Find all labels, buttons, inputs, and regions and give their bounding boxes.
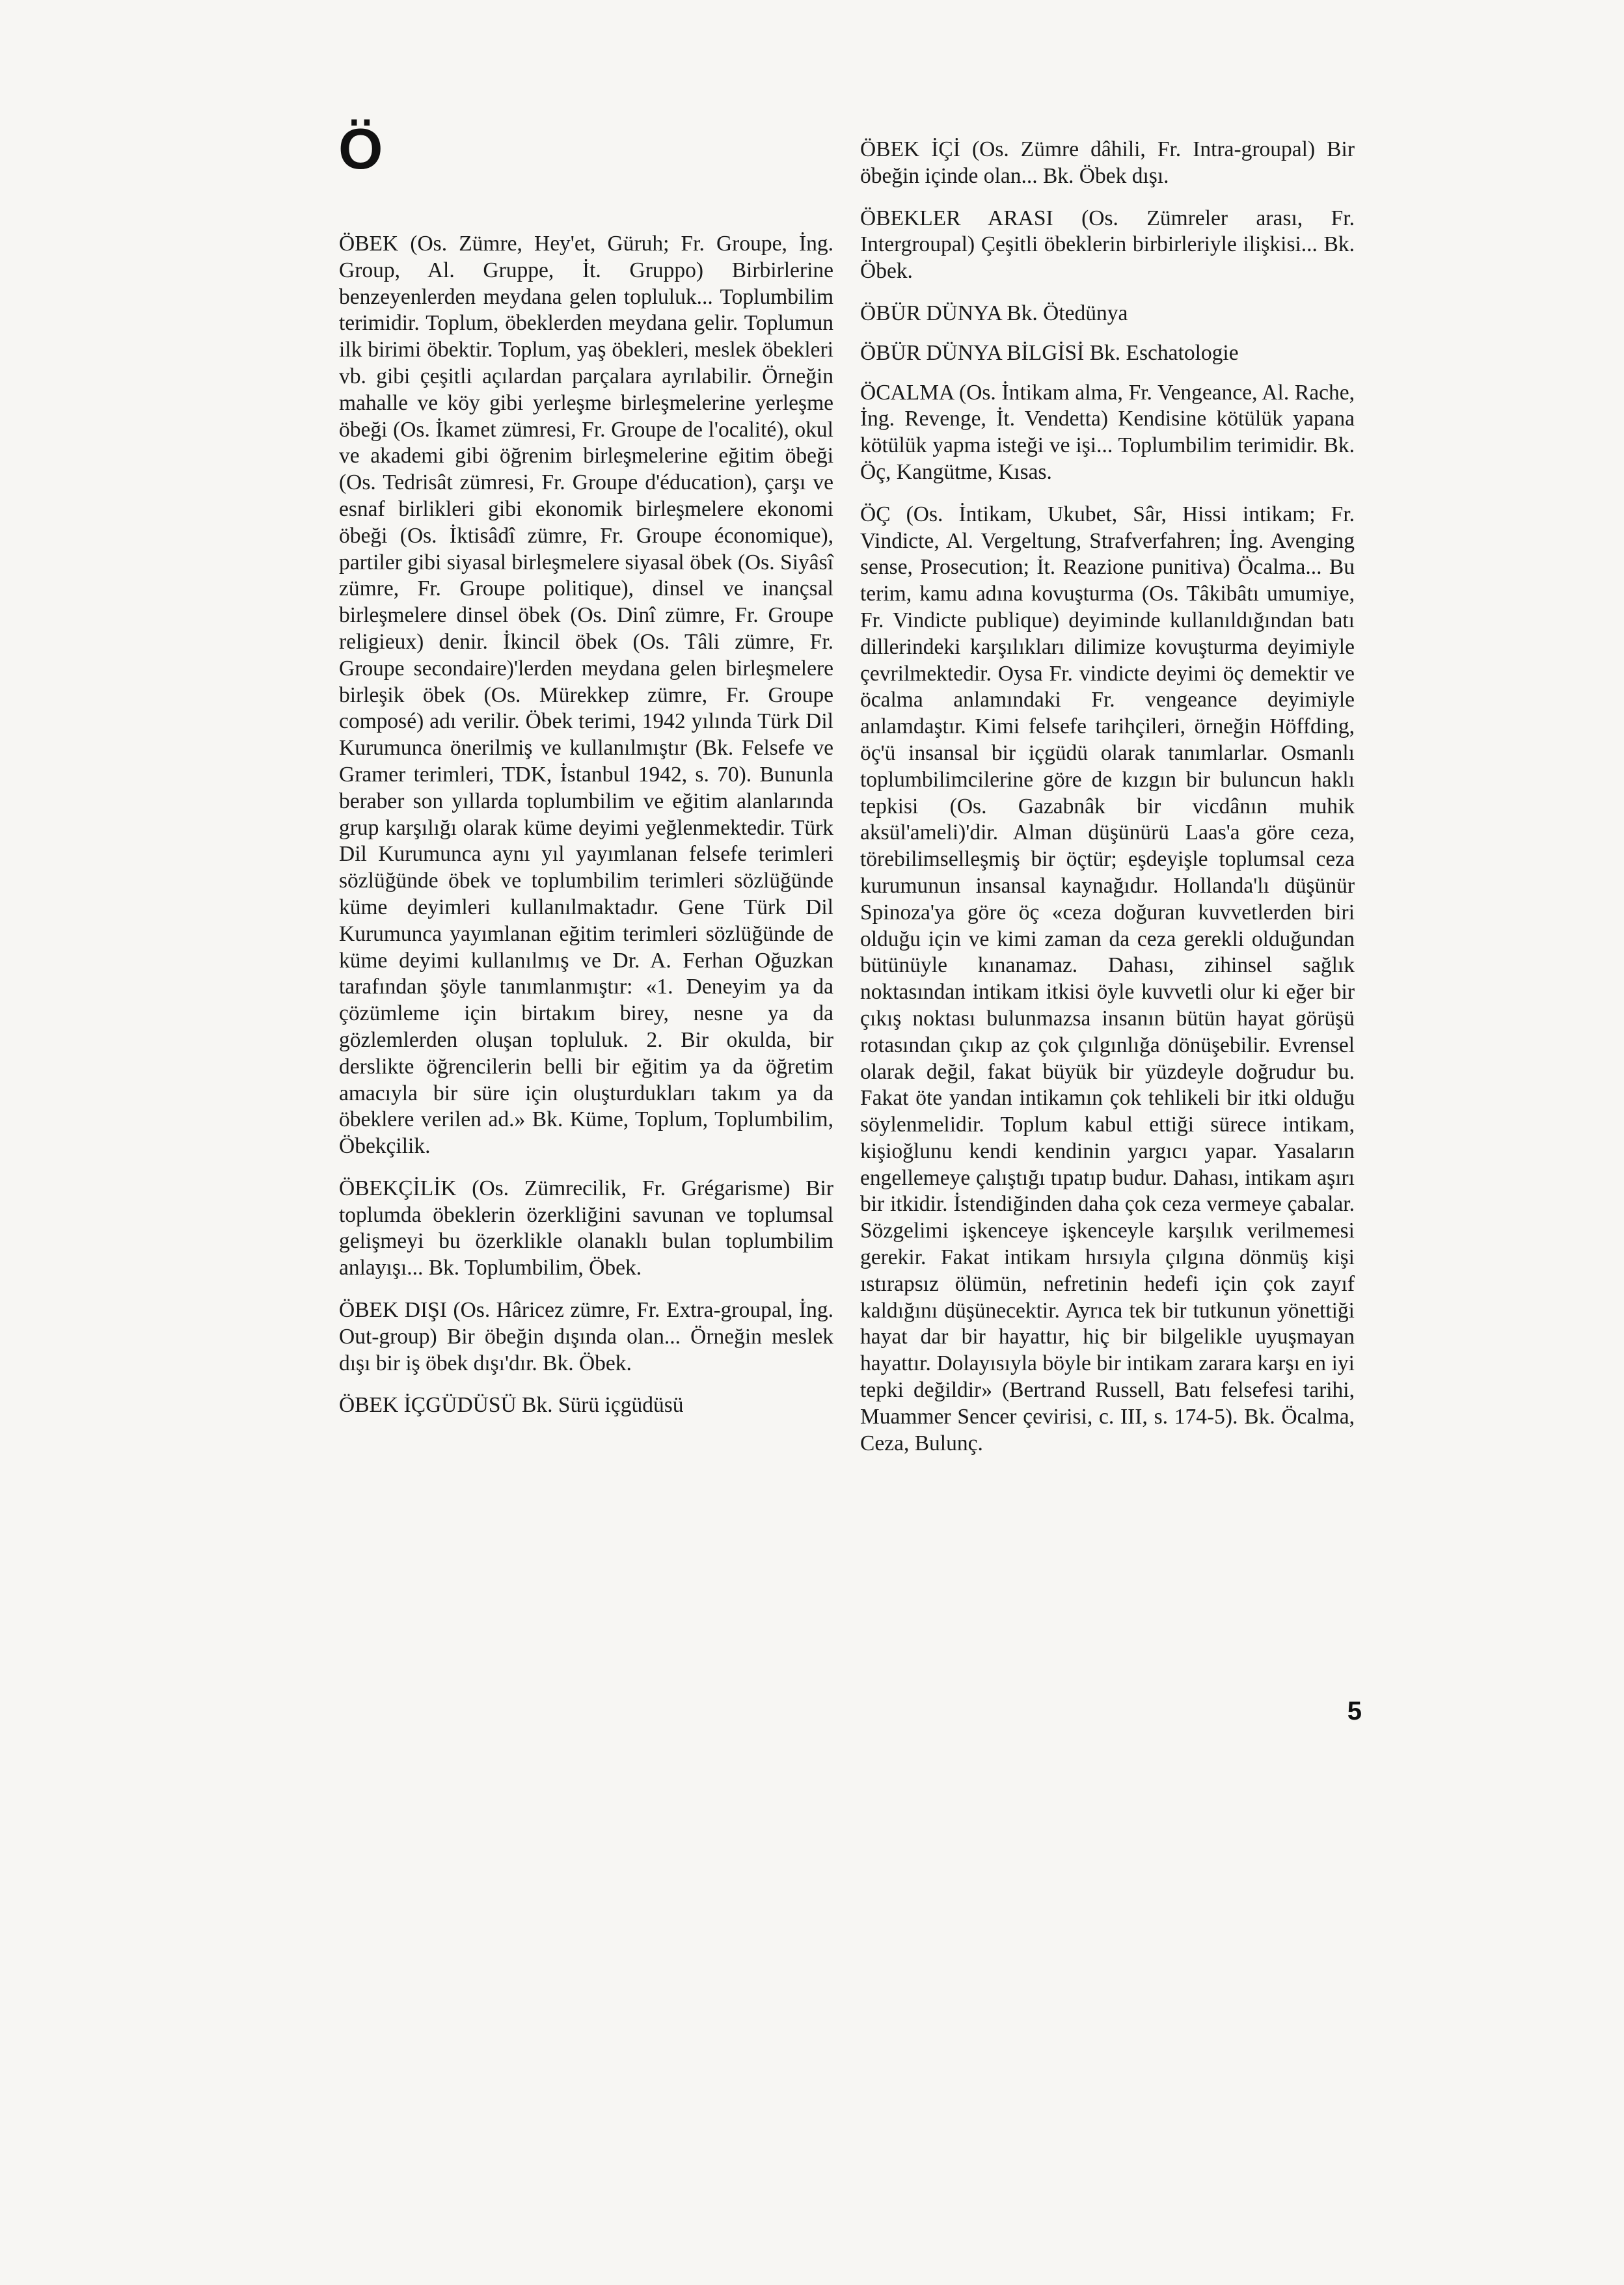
entry-obur-dunya-bilgisi: ÖBÜR DÜNYA BİLGİSİ Bk. Eschatologie [860, 340, 1239, 365]
entry-obekcilik: ÖBEKÇİLİK (Os. Zümrecilik, Fr. Grégarisme) Bir toplumda öbeklerin özerkliğini savunan ve toplumsal gelişmeyi bu özerklikle olanaklı bulan toplumbilim anlayışı... Bk. Toplumbilim, Öbek. [339, 1176, 833, 1280]
section-letter: Ö [338, 116, 383, 181]
entry-obekler-arasi: ÖBEKLER ARASI (Os. Zümreler arası, Fr. Intergroupal) Çeşitli öbeklerin birbirleriyle ilişkisi... Bk. Öbek. [860, 206, 1355, 284]
left-column [339, 231, 833, 1435]
entry-oc: ÖÇ (Os. İntikam, Ukubet, Sâr, Hissi intikam; Fr. Vindicte, Al. Vergeltung, Strafverfahren; İng. Avenging sense, Prosecution; İt. Reazione punitiva) Öcalma... Bu terim, kamu adına kovuşturma (Os. Tâkibâtı umumiye, Fr. Vindicte publique) deyiminde kullanıldığından batı dillerindeki karşılıkları dilimize kovuşturma deyimiyle çevrilmektedir. Oysa Fr. vindicte deyimi öç demektir ve öcalma anlamındaki Fr. vengeance deyimiyle anlamdaştır. Kimi felsefe tarihçileri, örneğin Höffding, öç'ü insansal bir içgüdü olarak tanımlarlar. Osmanlı toplumbilimcilerine göre de kızgın bir buluncun haklı tepkisi (Os. Gazabnâk bir vicdânın muhik aksül'ameli)'dir. Alman düşünürü Laas'a göre ceza, törebilimselleşmiş bir öçtür; eşdeyişle toplumsal ceza kurumunun insansal kaynağıdır. Hollanda'lı düşünür Spinoza'ya göre öç «ceza doğuran kuvvetlerden biri olduğu için ve kimi zaman da ceza gerekli olduğundan bütünüyle kınanamaz. Dahası, zihinsel sağlık noktasından intikam itkisi öyle kuvvetli olur ki eğer bir çıkış noktası bulunmazsa insanın bütün hayat görüşü rotasından çıkıp az çok çılgınlığa dönüşebilir. Evrensel olarak değil, fakat büyük bir yüzdeyle doğrudur bu. Fakat öte yandan intikamın çok tehlikeli bir itki olduğu söylenmelidir. Toplum kabul ettiği sürece intikam, kişioğlunu kendi kendinin yargıcı yapar. Yasaların engellemeye çalıştığı tıpatıp budur. Dahası, intikam aşırı bir itkidir. İstendiğinden daha çok ceza vermeye çabalar. Sözgelimi işkenceye işkenceyle karşılık verilmemesi gerekir. Fakat intikam hırsıyla çılgına dönmüş kişi ıstırapsız ölümün, nefretinin hedefi için çok zayıf kaldığını düşünecektir. Ayrıca tek bir tutkunun yönettiği hayat dar bir hayattır, hiç bir bilgelikle uyuşmayan hayattır. Dolayısıyla böyle bir intikam zarara karşı en iyi tepki değildir» (Bertrand Russell, Batı felsefesi tarihi, Muammer Sencer çevirisi, c. III, s. 174-5). Bk. Öcalma, Ceza, Bulunç. [860, 502, 1355, 1455]
page-number: 5 [1347, 1697, 1362, 1725]
entry-obek: ÖBEK (Os. Zümre, Hey'et, Güruh; Fr. Groupe, İng. Group, Al. Gruppe, İt. Gruppo) Birbirlerine benzeyenlerden meydana gelen topluluk... Toplumbilim terimidir. Toplum, öbeklerden meydana gelir. Toplumun ilk birimi öbektir. Toplum, yaş öbekleri, meslek öbekleri vb. gibi çeşitli açılardan parçalara ayrılabilir. Örneğin mahalle ve köy gibi yerleşme birleşmelerine yerleşme öbeği (Os. İkamet zümresi, Fr. Groupe de l'ocalité), okul ve akademi gibi öğrenim birleşmelerine eğitim öbeği (Os. Tedrisât zümresi, Fr. Groupe d'éducation), çarşı ve esnaf birlikleri gibi ekonomik birleşmelere ekonomi öbeği (Os. İktisâdî zümre, Fr. Groupe économique), partiler gibi siyasal birleşmelere siyasal öbek (Os. Siyâsî zümre, Fr. Groupe politique), dinsel ve inançsal birleşmelere dinsel öbek (Os. Dinî zümre, Fr. Groupe religieux) denir. İkincil öbek (Os. Tâli zümre, Fr. Groupe secondaire)'lerden meydana gelen birleşmelere birleşik öbek (Os. Mürekkep zümre, Fr. Groupe composé) adı verilir. Öbek terimi, 1942 yılında Türk Dil Kurumunca önerilmiş ve kullanılmıştır (Bk. Felsefe ve Gramer terimleri, TDK, İstanbul 1942, s. 70). Bununla beraber son yıllarda toplumbilim ve eğitim alanlarında grup karşılığı olarak küme deyimi yeğlenmektedir. Türk Dil Kurumunca aynı yıl yayımlanan felsefe terimleri sözlüğünde öbek ve toplumbilim terimleri sözlüğünde küme deyimleri kullanılmaktadır. Gene Türk Dil Kurumunca yayımlanan eğitim terimleri sözlüğünde de küme deyimi kullanılmış ve Dr. A. Ferhan Oğuzkan tarafından şöyle tanımlanmıştır: «1. Deneyim ya da çözümleme için birtakım birey, nesne ya da gözlemlerden oluşan topluluk. 2. Bir okulda, bir derslikte öğrencilerin belli bir eğitim ya da öğretim amacıyla bir süre için oluşturdukları takım ya da öbeklere verilen ad.» Bk. Küme, Toplum, Toplumbilim, Öbekçilik. [339, 232, 833, 1159]
entry-obek-icgudusu: ÖBEK İÇGÜDÜSÜ Bk. Sürü içgüdüsü [339, 1393, 684, 1418]
right-column [860, 137, 1355, 1472]
entry-ocalma: ÖCALMA (Os. İntikam alma, Fr. Vengeance, Al. Rache, İng. Revenge, İt. Vendetta) Kendisine kötülük yapana kötülük yapma isteği ve işi... Toplumbilim terimidir. Bk. Öç, Kangütme, Kısas. [860, 380, 1355, 484]
entry-obek-disi: ÖBEK DIŞI (Os. Hâricez zümre, Fr. Extra-groupal, İng. Out-group) Bir öbeğin dışında olan... Örneğin meslek dışı bir iş öbek dışı'dır. Bk. Öbek. [339, 1298, 833, 1375]
entry-obek-ici: ÖBEK İÇİ (Os. Zümre dâhili, Fr. Intra-groupal) Bir öbeğin içinde olan... Bk. Öbek dışı. [860, 137, 1355, 188]
entry-obur-dunya: ÖBÜR DÜNYA Bk. Ötedünya [860, 301, 1128, 325]
